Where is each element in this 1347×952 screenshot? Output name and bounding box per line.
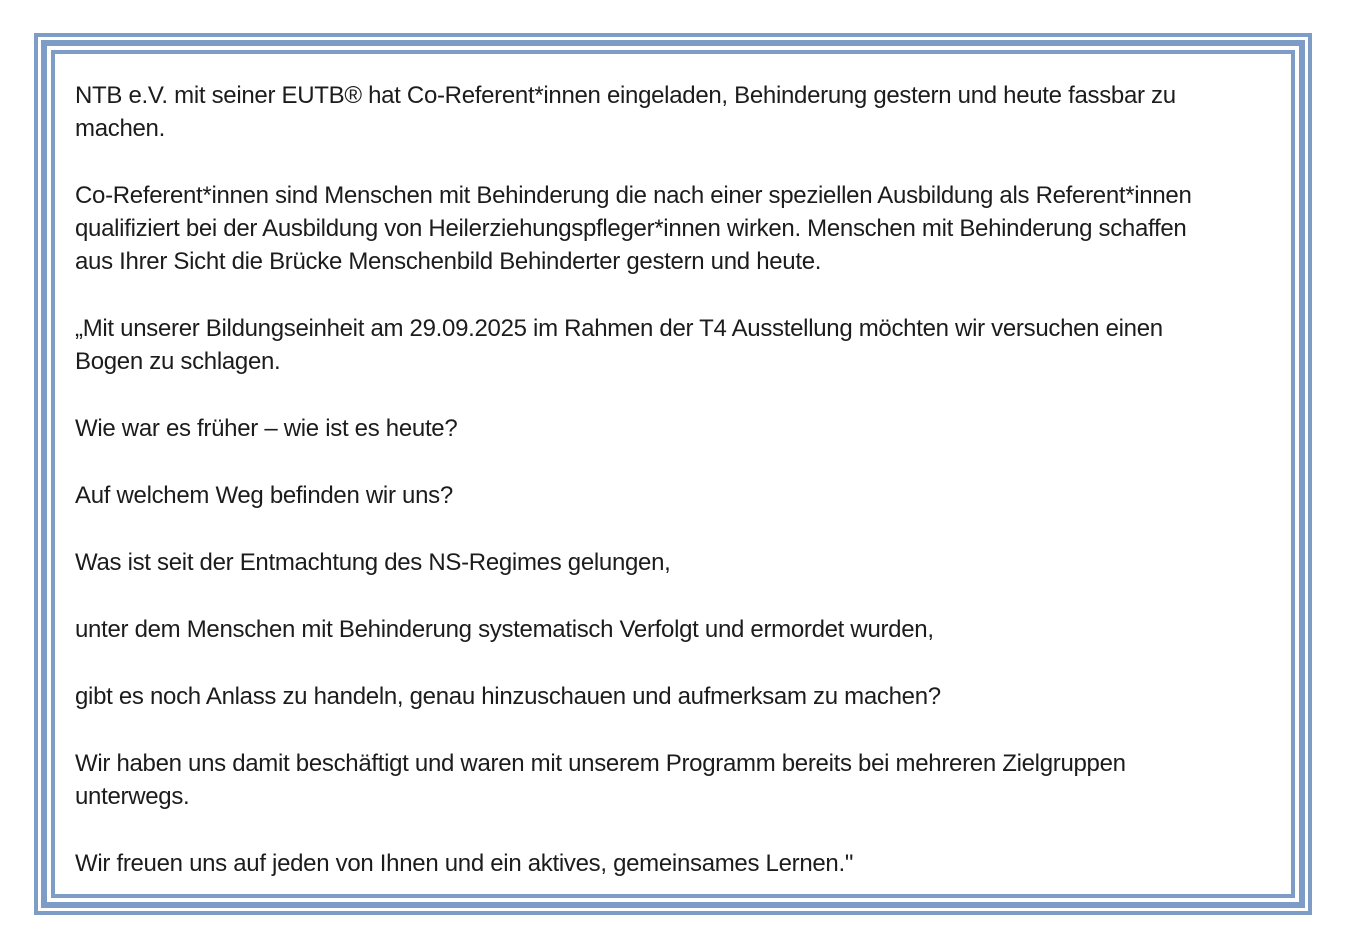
text-line: Co-Referent*innen sind Menschen mit Behinderung die nach einer speziellen Ausbildung als Referent*innen [75,182,1192,209]
text-line: Auf welchem Weg befinden wir uns? [75,482,453,509]
decorative-border-inner [51,50,1295,898]
paragraph [75,79,1283,145]
paragraph [75,680,1283,713]
paragraph [75,312,1283,378]
text-line: Wir haben uns damit beschäftigt und waren mit unserem Programm bereits bei mehreren Zielgruppen [75,750,1126,777]
text-line: Was ist seit der Entmachtung des NS-Regimes gelungen, [75,549,671,576]
decorative-border-outer [34,33,1312,915]
text-line: Wir freuen uns auf jeden von Ihnen und ein aktives, gemeinsames Lernen." [75,850,854,877]
paragraph [75,412,1283,445]
paragraph [75,613,1283,646]
text-line: Wie war es früher – wie ist es heute? [75,415,458,442]
text-line: NTB e.V. mit seiner EUTB® hat Co-Referent*innen eingeladen, Behinderung gestern und heute fassbar zu [75,82,1176,109]
text-line: aus Ihrer Sicht die Brücke Menschenbild Behinderter gestern und heute. [75,248,822,275]
paragraph [75,479,1283,512]
paragraph [75,179,1283,278]
text-line: gibt es noch Anlass zu handeln, genau hinzuschauen und aufmerksam zu machen? [75,683,941,710]
text-line: unter dem Menschen mit Behinderung systematisch Verfolgt und ermordet wurden, [75,616,934,643]
text-line: Bogen zu schlagen. [75,348,281,375]
text-line: machen. [75,115,165,142]
paragraph [75,747,1283,813]
text-line: qualifiziert bei der Ausbildung von Heilerziehungspfleger*innen wirken. Menschen mit Behinderung schaffen [75,215,1187,242]
paragraph [75,546,1283,579]
decorative-border-middle [41,40,1305,908]
paragraph [75,847,1283,880]
text-line: unterwegs. [75,783,190,810]
document-body [75,79,1283,876]
text-line: „Mit unserer Bildungseinheit am 29.09.2025 im Rahmen der T4 Ausstellung möchten wir versuchen einen [75,315,1163,342]
